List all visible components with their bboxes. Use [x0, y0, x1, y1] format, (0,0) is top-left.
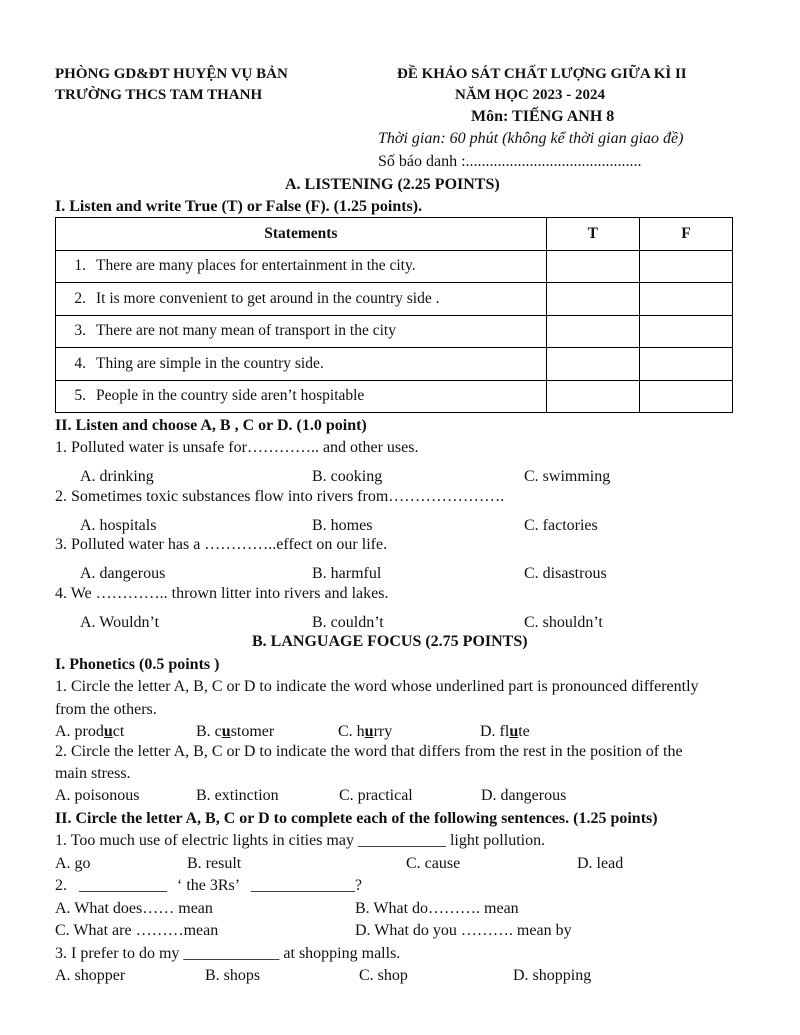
option-text: stomer [230, 723, 275, 740]
option-d[interactable]: D. lead [577, 855, 624, 872]
option-a[interactable]: A. shopper [55, 967, 126, 984]
department-name: PHÒNG GD&ĐT HUYỆN VỤ BẢN [55, 66, 288, 82]
option-text: C. h [338, 723, 365, 740]
true-false-table [55, 217, 733, 413]
option-c[interactable]: C. swimming [524, 468, 611, 485]
option-text: ct [112, 723, 125, 740]
option-text: D. fl [480, 723, 510, 740]
statement-number: 5. [74, 387, 86, 405]
phonetics-q1-line1: 1. Circle the letter A, B, C or D to indicate the word whose underlined part is pronounced differently [55, 678, 699, 695]
true-answer-cell[interactable] [546, 283, 639, 316]
exam-title: ĐỀ KHẢO SÁT CHẤT LƯỢNG GIỮA KÌ II [397, 66, 687, 82]
question-text: ‘ the 3Rs’ [177, 877, 239, 894]
option-a[interactable]: A. hospitals [80, 517, 157, 534]
option-c[interactable]: C. cause [406, 855, 461, 872]
statement-cell [56, 283, 547, 316]
option-a[interactable]: A. dangerous [80, 565, 166, 582]
false-header: F [639, 218, 732, 251]
option-a[interactable]: A. poisonous [55, 787, 140, 804]
question-text: 1. Polluted water is unsafe for………….. and other uses. [55, 439, 419, 456]
statement-text: There are not many mean of transport in the city [96, 322, 396, 340]
question-text: 3. I prefer to do my ____________ at shopping malls. [55, 945, 401, 962]
option-c[interactable]: C. shouldn’t [524, 614, 603, 631]
option-a[interactable] [55, 723, 124, 741]
underlined-letter: u [364, 723, 374, 740]
option-text: B. c [196, 723, 222, 740]
school-name: TRƯỜNG THCS TAM THANH [55, 87, 263, 103]
option-b[interactable]: B. result [187, 855, 242, 872]
phonetics-q2-line1: 2. Circle the letter A, B, C or D to indicate the word that differs from the rest in the position of the [55, 743, 683, 760]
listening-part1-title: I. Listen and write True (T) or False (F). (1.25 points). [55, 198, 423, 215]
school-year: NĂM HỌC 2023 - 2024 [455, 87, 605, 103]
statement-cell [56, 250, 547, 283]
option-a[interactable]: A. drinking [80, 468, 154, 485]
false-answer-cell[interactable] [639, 348, 732, 381]
statement-number: 1. [74, 257, 86, 275]
option-d[interactable] [480, 723, 530, 741]
table-row [56, 315, 733, 348]
underlined-letter: u [509, 723, 519, 740]
option-d[interactable]: D. What do you ………. mean by [355, 922, 572, 939]
option-d[interactable]: D. shopping [513, 967, 592, 984]
option-c[interactable]: C. factories [524, 517, 598, 534]
candidate-number: Số báo danh :............................................ [378, 153, 642, 170]
option-a[interactable]: A. go [55, 855, 91, 872]
statement-cell [56, 380, 547, 413]
false-answer-cell[interactable] [639, 315, 732, 348]
question-text: 4. We ………….. thrown litter into rivers and lakes. [55, 585, 389, 602]
section-a-title: A. LISTENING (2.25 POINTS) [285, 176, 500, 193]
option-b[interactable]: B. What do………. mean [355, 900, 519, 917]
phonetics-title: I. Phonetics (0.5 points ) [55, 656, 220, 673]
true-header: T [546, 218, 639, 251]
option-a[interactable]: A. What does…… mean [55, 900, 213, 917]
statement-number: 3. [74, 322, 86, 340]
time-note: Thời gian: 60 phút (không kể thời gian giao đề) [378, 130, 684, 147]
statement-number: 2. [74, 289, 86, 307]
option-c[interactable]: C. practical [339, 787, 413, 804]
false-answer-cell[interactable] [639, 283, 732, 316]
question-text: 3. Polluted water has a …………..effect on our life. [55, 536, 388, 553]
false-answer-cell[interactable] [639, 380, 732, 413]
table-row [56, 250, 733, 283]
true-answer-cell[interactable] [546, 315, 639, 348]
option-b[interactable]: B. extinction [196, 787, 279, 804]
option-a[interactable]: A. Wouldn’t [80, 614, 160, 631]
option-b[interactable] [196, 723, 274, 741]
option-b[interactable]: B. cooking [312, 468, 383, 485]
question-text: 1. Too much use of electric lights in cities may ___________ light pollution. [55, 832, 546, 849]
question-2 [55, 877, 362, 895]
statement-text: People in the country side aren’t hospitable [96, 387, 365, 405]
option-b[interactable]: B. homes [312, 517, 373, 534]
statements-header: Statements [56, 218, 547, 251]
subject: Môn: TIẾNG ANH 8 [471, 108, 615, 125]
underlined-letter: u [103, 723, 113, 740]
option-c[interactable]: C. What are ………mean [55, 922, 219, 939]
true-answer-cell[interactable] [546, 380, 639, 413]
statement-cell [56, 315, 547, 348]
statement-text: There are many places for entertainment in the city. [96, 257, 416, 275]
option-c[interactable]: C. disastrous [524, 565, 607, 582]
table-header-row [56, 218, 733, 251]
answer-blank[interactable]: ___________ [79, 877, 167, 894]
option-text: rry [373, 723, 393, 740]
false-answer-cell[interactable] [639, 250, 732, 283]
phonetics-q2-line2: main stress. [55, 765, 131, 782]
table-row [56, 380, 733, 413]
true-answer-cell[interactable] [546, 348, 639, 381]
statement-number: 4. [74, 354, 86, 372]
true-answer-cell[interactable] [546, 250, 639, 283]
answer-blank[interactable]: _____________ [250, 877, 355, 894]
option-c[interactable] [338, 723, 392, 741]
option-text: A. prod [55, 723, 104, 740]
option-b[interactable]: B. harmful [312, 565, 382, 582]
table-row [56, 283, 733, 316]
section-b-title: B. LANGUAGE FOCUS (2.75 POINTS) [252, 633, 528, 650]
listening-part2-title: II. Listen and choose A, B , C or D. (1.0 point) [55, 417, 367, 434]
option-d[interactable]: D. dangerous [481, 787, 567, 804]
statement-text: Thing are simple in the country side. [96, 354, 324, 372]
option-b[interactable]: B. couldn’t [312, 614, 384, 631]
underlined-letter: u [221, 723, 231, 740]
statement-cell [56, 348, 547, 381]
question-mark: ? [354, 877, 363, 894]
table-row [56, 348, 733, 381]
option-c[interactable]: C. shop [359, 967, 408, 984]
option-b[interactable]: B. shops [205, 967, 261, 984]
language-part2-title: II. Circle the letter A, B, C or D to complete each of the following sentences. (1.25 points) [55, 810, 658, 827]
question-number: 2. [55, 877, 67, 894]
phonetics-q1-line2: from the others. [55, 701, 157, 718]
option-text: te [518, 723, 530, 740]
statement-text: It is more convenient to get around in the country side . [96, 289, 440, 307]
question-text: 2. Sometimes toxic substances flow into rivers from…………………. [55, 488, 505, 505]
